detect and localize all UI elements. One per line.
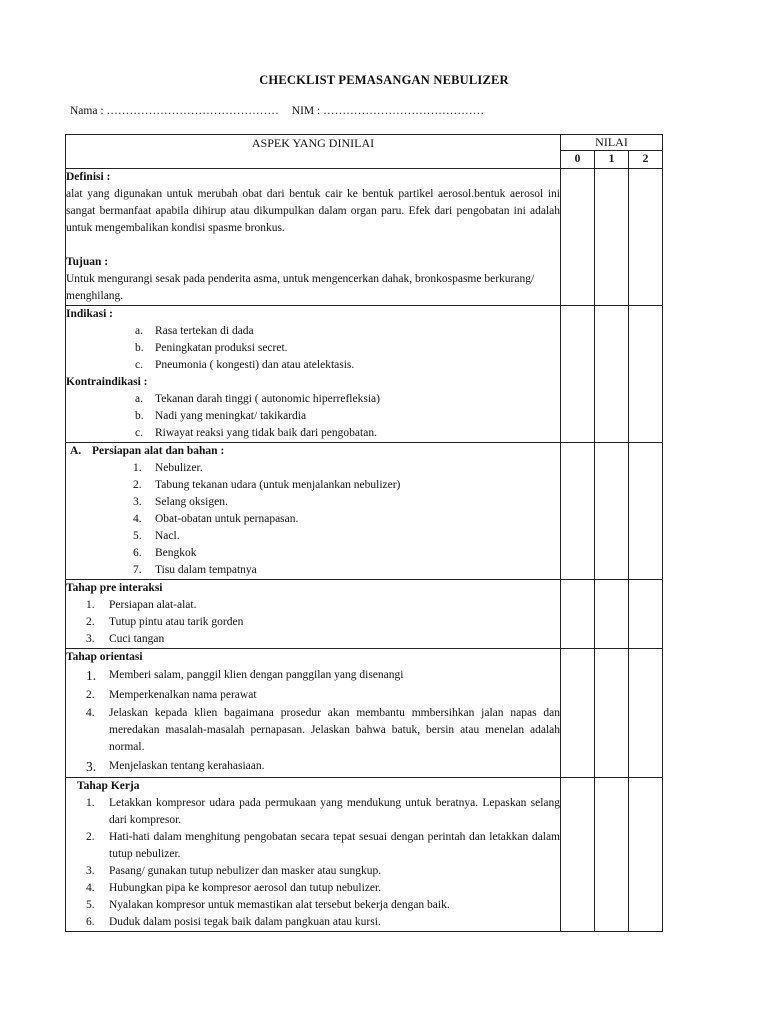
score-cell-1[interactable] [595, 169, 629, 306]
list-marker: 3. [86, 865, 95, 877]
list-item [66, 614, 560, 631]
score-cell-2[interactable] [629, 649, 663, 778]
list-item [66, 477, 560, 494]
indikasi-heading: Indikasi : [66, 308, 113, 320]
list-item [66, 408, 560, 425]
tujuan-heading: Tujuan : [66, 256, 109, 268]
score-cell-0[interactable] [561, 778, 595, 932]
list-marker: 1. [133, 462, 142, 474]
list-text: Nebulizer. [155, 462, 203, 474]
list-text: Peningkatan produksi secret. [155, 342, 288, 354]
score-cell-0[interactable] [561, 580, 595, 649]
list-marker: 3. [133, 496, 142, 508]
table-row [66, 778, 663, 932]
table-row [66, 580, 663, 649]
table-row [66, 169, 663, 306]
list-item [66, 340, 560, 357]
list-item [66, 357, 560, 374]
list-marker: 5. [133, 530, 142, 542]
list-item [66, 685, 560, 705]
list-item [66, 914, 560, 931]
score-cell-0[interactable] [561, 649, 595, 778]
list-marker: a. [135, 325, 143, 337]
list-item [66, 562, 560, 579]
pre-interaksi-heading: Tahap pre interaksi [66, 582, 163, 594]
checklist-table [65, 134, 663, 932]
list-text: Nacl. [155, 530, 180, 542]
list-text: Riwayat reaksi yang tidak baik dari pengobatan. [155, 427, 377, 439]
list-text: Tabung tekanan udara (untuk menjalankan nebulizer) [155, 479, 401, 491]
document-title: CHECKLIST PEMASANGAN NEBULIZER [259, 73, 509, 87]
list-text: Nyalakan kompresor untuk memastikan alat tersebut bekerja dengan baik. [109, 899, 450, 911]
list-marker: 4. [133, 513, 142, 525]
list-text: Persiapan alat-alat. [109, 599, 197, 611]
list-marker: c. [135, 427, 143, 439]
list-item [66, 511, 560, 528]
score-cell-0[interactable] [561, 306, 595, 443]
list-text: Tutup pintu atau tarik gorden [109, 616, 244, 628]
list-text: Selang oksigen. [155, 496, 228, 508]
list-marker: 6. [86, 916, 95, 928]
score-cell-1[interactable] [595, 443, 629, 580]
list-item [66, 460, 560, 477]
list-text: Menjelaskan tentang kerahasiaan. [109, 760, 265, 772]
list-item [66, 631, 560, 648]
list-item [66, 545, 560, 562]
table-row [66, 649, 663, 778]
list-marker: a. [135, 393, 143, 405]
score-cell-2[interactable] [629, 778, 663, 932]
list-marker: 3. [86, 633, 95, 645]
nilai-header: NILAI [561, 135, 663, 151]
list-marker: 1. [86, 797, 95, 809]
list-marker: 7. [133, 564, 142, 576]
list-item [66, 897, 560, 914]
table-row [66, 443, 663, 580]
orientasi-cell [66, 649, 561, 778]
kerja-cell [66, 778, 561, 932]
list-text: Letakkan kompresor udara pada permukaan yang mendukung untuk beratnya. Lepaskan selang dari kompresor. [109, 797, 560, 826]
persiapan-heading [70, 443, 560, 460]
list-item [66, 597, 560, 614]
list-item [66, 425, 560, 442]
list-item [66, 880, 560, 897]
persiapan-cell [66, 443, 561, 580]
list-item [66, 705, 560, 756]
persiapan-heading-text: Persiapan alat dan bahan : [92, 445, 225, 457]
score-cell-1[interactable] [595, 778, 629, 932]
score-header-1: 1 [595, 151, 629, 169]
list-marker: 6. [133, 547, 142, 559]
list-item [66, 666, 560, 685]
kerja-heading: Tahap Kerja [77, 780, 140, 792]
indikasi-cell [66, 306, 561, 443]
list-item [66, 795, 560, 829]
score-cell-2[interactable] [629, 443, 663, 580]
score-header-2: 2 [629, 151, 663, 169]
list-text: Cuci tangan [109, 633, 165, 645]
list-item [66, 829, 560, 863]
list-text: Rasa tertekan di dada [155, 325, 254, 337]
definisi-text: alat yang digunakan untuk merubah obat dari bentuk cair ke bentuk partikel aerosol.bentuk aerosol ini sangat bermanfaat apabila dihirup atau dikumpulkan dalam organ paru. Efek dari pengobatan ini adalah untuk mengembalikan kondisi spasme bronkus. [66, 188, 560, 234]
list-text: Pasang/ gunakan tutup nebulizer dan masker atau sungkup. [109, 865, 382, 877]
list-marker: c. [135, 359, 143, 371]
list-text: Memperkenalkan nama perawat [109, 689, 257, 701]
list-marker: b. [135, 342, 144, 354]
list-marker: 5. [86, 899, 95, 911]
tujuan-text: Untuk mengurangi sesak pada penderita asma, untuk mengencerkan dahak, bronkospasme berkurang/ menghilang. [66, 273, 535, 302]
list-text: Memberi salam, panggil klien dengan panggilan yang disenangi [109, 669, 404, 681]
identity-line [70, 103, 484, 120]
list-marker: 2. [86, 689, 95, 701]
list-item [66, 528, 560, 545]
score-header-0: 0 [561, 151, 595, 169]
score-cell-2[interactable] [629, 169, 663, 306]
score-cell-2[interactable] [629, 580, 663, 649]
list-item [66, 863, 560, 880]
score-cell-0[interactable] [561, 169, 595, 306]
list-marker: 1. [86, 668, 97, 683]
score-cell-1[interactable] [595, 649, 629, 778]
list-text: Jelaskan kepada klien bagaimana prosedur akan membantu mmbersihkan jalan napas dan meredakan masalah-masalah pernapasan. Jelaskan bahwa batuk, bersin atau menelan adalah normal. [109, 707, 560, 753]
list-text: Nadi yang meningkat/ takikardia [155, 410, 307, 422]
orientasi-heading: Tahap orientasi [66, 651, 143, 663]
list-marker: b. [135, 410, 144, 422]
list-text: Duduk dalam posisi tegak baik dalam pangkuan atau kursi. [109, 916, 381, 928]
nama-field: Nama : ……………………………………… [70, 105, 279, 117]
list-marker: 4. [86, 707, 95, 719]
list-item [66, 756, 560, 777]
list-text: Obat-obatan untuk pernapasan. [155, 513, 299, 525]
pre-interaksi-cell [66, 580, 561, 649]
score-cell-2[interactable] [629, 306, 663, 443]
list-item [66, 391, 560, 408]
score-cell-1[interactable] [595, 580, 629, 649]
list-marker: 4. [86, 882, 95, 894]
list-marker: 1. [86, 599, 95, 611]
section-letter: A. [70, 445, 82, 457]
list-text: Bengkok [155, 547, 197, 559]
list-marker: 2. [133, 479, 142, 491]
list-text: Hubungkan pipa ke kompresor aerosol dan tutup nebulizer. [109, 882, 382, 894]
aspek-header: ASPEK YANG DINILAI [66, 135, 561, 169]
list-text: Hati-hati dalam menghitung pengobatan secara tepat sesuai dengan perintah dan letakkan dalam tutup nebulizer. [109, 831, 560, 860]
list-text: Tekanan darah tinggi ( autonomic hiperrefleksia) [155, 393, 380, 405]
list-marker: 2. [86, 616, 95, 628]
list-marker: 3. [86, 759, 97, 774]
table-row [66, 306, 663, 443]
score-cell-1[interactable] [595, 306, 629, 443]
definisi-cell [66, 169, 561, 306]
list-text: Tisu dalam tempatnya [155, 564, 257, 576]
kontraindikasi-heading: Kontraindikasi : [66, 376, 148, 388]
list-text: Pneumonia ( kongesti) dan atau atelektasis. [155, 359, 355, 371]
list-marker: 2. [86, 831, 95, 843]
list-item [66, 323, 560, 340]
score-cell-0[interactable] [561, 443, 595, 580]
list-item [66, 494, 560, 511]
definisi-heading: Definisi : [66, 171, 111, 183]
nim-field: NIM : …………………………………… [291, 105, 485, 117]
